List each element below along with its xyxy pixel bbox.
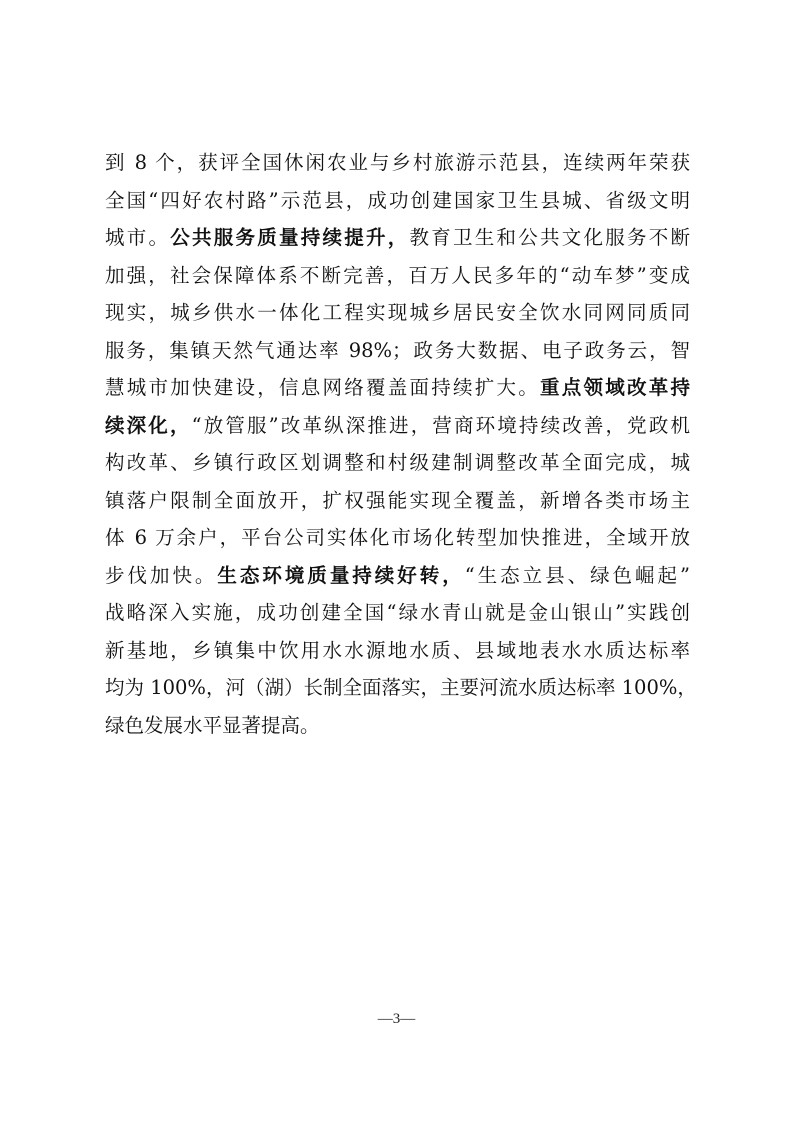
body-text: 城市。 <box>105 226 171 249</box>
text-line <box>105 369 690 407</box>
text-line <box>105 669 697 707</box>
text-line <box>105 482 690 520</box>
body-text: 均为 100%，河（湖）长制全面落实，主要河流水质达标率 100%， <box>105 676 697 699</box>
text-line <box>105 257 690 295</box>
body-text: 全国“四好农村路”示范县，成功创建国家卫生县城、省级文明 <box>105 188 690 212</box>
text-line <box>105 144 690 182</box>
bold-heading-text: 续深化， <box>105 413 192 437</box>
text-line <box>105 294 690 332</box>
text-line <box>105 594 690 632</box>
text-line <box>105 519 690 557</box>
text-line <box>105 332 690 370</box>
body-paragraph <box>105 144 697 744</box>
body-text: 体 6 万余户，平台公司实体化市场化转型加快推进，全域开放 <box>105 526 690 549</box>
text-line <box>105 407 690 445</box>
text-line <box>105 182 690 220</box>
bold-heading-text: 重点领域改革持 <box>539 376 690 399</box>
body-text: “生态立县、绿色崛起” <box>464 563 690 587</box>
body-text: “放管服”改革纵深推进，营商环境持续改善，党政机 <box>191 413 690 437</box>
text-line <box>105 557 690 595</box>
body-text: 服务，集镇天然气通达率 98%；政务大数据、电子政务云，智 <box>105 338 690 362</box>
page-number: —3— <box>377 1011 416 1027</box>
bold-heading-text: 生态环境质量持续好转， <box>217 563 465 587</box>
body-text: 战略深入实施，成功创建全国“绿水青山就是金山银山”实践创 <box>105 601 690 624</box>
body-text: 现实，城乡供水一体化工程实现城乡居民安全饮水同网同质同 <box>105 301 690 324</box>
body-text: 加强，社会保障体系不断完善，百万人民多年的“动车梦”变成 <box>105 263 690 287</box>
text-line <box>105 219 690 257</box>
bold-heading-text: 公共服务质量持续提升， <box>170 226 410 249</box>
body-text: 构改革、乡镇行政区划调整和村级建制调整改革全面完成，城 <box>105 451 690 474</box>
text-line <box>105 444 690 482</box>
body-text: 慧城市加快建设，信息网络覆盖面持续扩大。 <box>105 376 540 399</box>
text-line <box>105 707 690 745</box>
body-text: 绿色发展水平显著提高。 <box>105 713 320 737</box>
body-text: 教育卫生和公共文化服务不断 <box>409 226 690 249</box>
text-line <box>105 632 690 670</box>
body-text: 新基地，乡镇集中饮用水水源地水质、县域地表水水质达标率 <box>105 638 690 662</box>
body-text: 步伐加快。 <box>105 563 218 587</box>
body-text: 到 8 个，获评全国休闲农业与乡村旅游示范县，连续两年荣获 <box>105 151 690 174</box>
body-text: 镇落户限制全面放开，扩权强能实现全覆盖，新增各类市场主 <box>105 488 690 512</box>
